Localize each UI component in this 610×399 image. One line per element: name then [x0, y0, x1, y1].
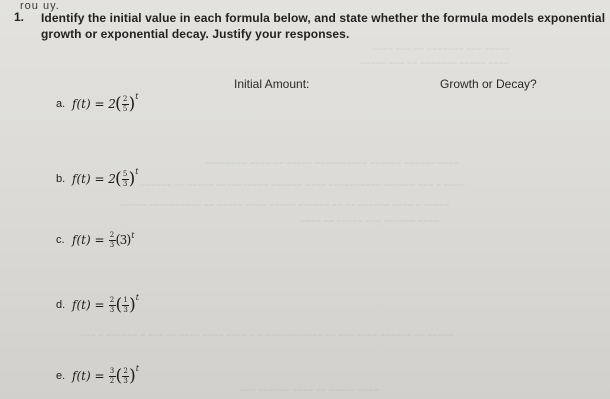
left-paren: ( [115, 365, 123, 386]
base-numerator: 2 [122, 94, 128, 103]
formula-prefix: f(t) = [72, 298, 105, 312]
problem-number: 1. [14, 10, 25, 24]
base-denominator: 3 [123, 305, 128, 314]
formula-item-c [56, 227, 135, 253]
coefficient-numerator: 2 [109, 230, 115, 239]
show-through-text: ~~~~~ ~ ~~~~ ~~~~~~ ~~ ~~ ~~~~~~ ~~~~~ ~~~~ ~~~~~ ~~ ~~~~~~~~~~ ~~~~~ [120, 200, 450, 210]
formula-item-d [56, 292, 139, 318]
formula-prefix: f(t) = 2 [72, 172, 116, 186]
instructions-line-1: Identify the initial value in each formula below, and state whether the formula models exponential [41, 11, 606, 25]
show-through-text: ~~~~ ~~~~~~ ~~~ ~~~~~ ~~ ~~~~ [300, 216, 439, 226]
show-through-text: ~~~~~ ~~~ ~~~~~~~ ~~ ~~~ ~~~~ [372, 44, 511, 54]
left-paren: ( [114, 93, 122, 114]
show-through-text: ~~~~~ ~~ ~~~~~~ ~~~~ ~~~ ~~ ~~~~~~~~~~~ ~ ~ ~~~~ ~~~~ ~~~~ ~~ ~~~ ~ ~~~~~~ ~ ~~~ [80, 330, 454, 340]
formula-item-b [56, 166, 138, 192]
base-denominator: 3 [122, 179, 128, 188]
exponent: t [135, 363, 139, 373]
right-paren: ) [129, 294, 136, 315]
left-paren: ( [115, 232, 121, 248]
base-fraction [122, 368, 129, 385]
exponent: t [135, 91, 139, 101]
show-through-text: ~~~~ ~~~~~ ~~~~~~~ ~~ ~~~ ~~~~~ [360, 58, 510, 68]
show-through-text: ~~~~ ~~~~~~ ~~~~~~ ~~~~~~~~~~ ~~~~~ ~~ ~~~~ ~~~~~~~~ [205, 158, 460, 168]
coefficient-numerator: 3 [109, 366, 115, 375]
item-letter: a. [56, 98, 66, 110]
coefficient-fraction [109, 232, 116, 249]
cut-off-top-text: rou uy. [20, 0, 60, 12]
left-paren: ( [115, 294, 123, 315]
right-paren: ) [126, 232, 132, 248]
exponent: t [135, 292, 139, 302]
base-denominator: 5 [122, 104, 128, 113]
show-through-text: ~~~~ ~~~~~ ~~ ~~~~ ~~~~~~ ~~~ [240, 385, 379, 395]
base-numerator: 5 [122, 169, 128, 178]
exponent: t [135, 166, 139, 176]
coefficient-denominator: 3 [109, 240, 115, 249]
formula-prefix: f(t) = 2 [72, 97, 116, 111]
item-letter: d. [56, 299, 66, 311]
formula-prefix: f(t) = [72, 233, 105, 247]
base-fraction [122, 96, 129, 113]
base-fraction [122, 171, 129, 188]
show-through-text: ~~~~ ~ ~~~ ~~~~~~ ~~~~~~~~~~ ~~~~ ~~~~~~ ~~~~~~~~~~ ~~~~~ ~~ ~~~~~~ [140, 180, 465, 190]
right-paren: ) [128, 93, 136, 114]
instructions-line-2: growth or exponential decay. Justify your responses. [41, 27, 350, 41]
formula-item-a [56, 91, 138, 117]
coefficient-denominator: 3 [109, 305, 115, 314]
base-value: 3 [119, 233, 128, 247]
exponent: t [131, 230, 135, 240]
problem-instructions [41, 10, 606, 42]
growth-or-decay-header: Growth or Decay? [440, 77, 537, 91]
coefficient-fraction [109, 297, 116, 314]
coefficient-numerator: 2 [109, 295, 115, 304]
base-numerator: 2 [123, 366, 128, 375]
item-letter: e. [56, 370, 66, 382]
coefficient-fraction [109, 368, 116, 385]
right-paren: ) [129, 365, 136, 386]
initial-amount-header: Initial Amount: [234, 77, 310, 91]
item-letter: b. [56, 173, 66, 185]
formula-prefix: f(t) = [72, 369, 105, 383]
base-numerator: 1 [123, 295, 128, 304]
left-paren: ( [114, 168, 122, 189]
base-denominator: 3 [123, 376, 128, 385]
item-letter: c. [56, 234, 65, 246]
formula-item-e [56, 363, 139, 389]
right-paren: ) [128, 168, 136, 189]
coefficient-denominator: 2 [109, 376, 115, 385]
base-fraction [122, 297, 129, 314]
